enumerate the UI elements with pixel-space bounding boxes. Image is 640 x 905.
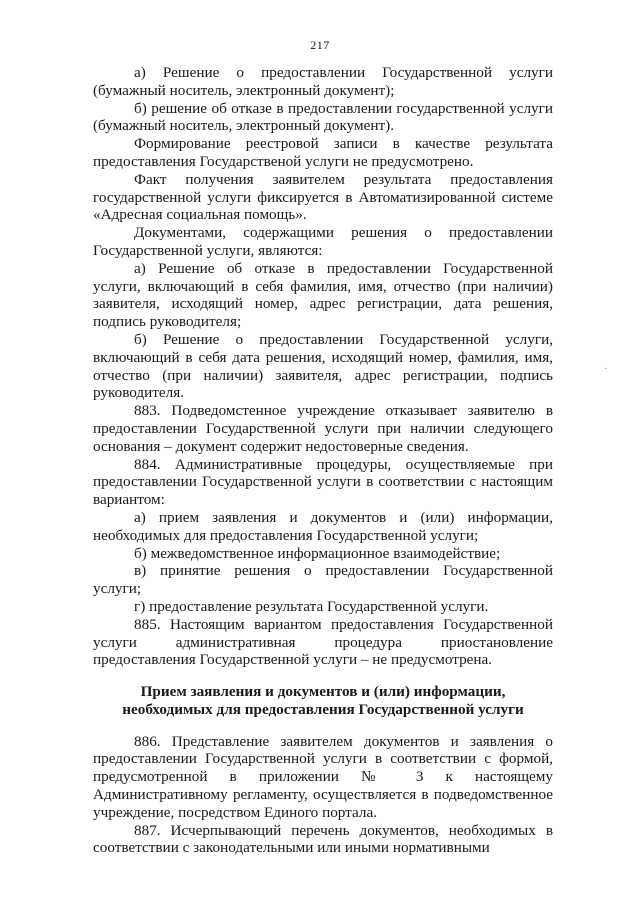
margin-mark: ·	[604, 364, 608, 375]
paragraph-refusal-decision: а) Решение об отказе в предоставлении Государственной услуги, включающий в себя фамилия, имя, отчество (при наличии) заявителя, исходящий номер, адрес регистрации, дата решения, подпись руководителя;	[93, 259, 553, 331]
paragraph-886: 886. Представление заявителем документов и заявления о предоставлении Государственной услуги в соответствии с формой, предусмотренной в приложении № 3 к настоящему Административному регламенту, осуществляется в подведомственное учреждение, посредством Единого портала.	[93, 732, 553, 821]
paragraph-registry-record: Формирование реестровой записи в качестве результата предоставления Государственой услуги не предусмотрено.	[93, 135, 553, 170]
paragraph-887: 887. Исчерпывающий перечень документов, необходимых в соответствии с законодательными или иными нормативными	[93, 821, 553, 857]
page-number: 217	[310, 38, 330, 52]
paragraph-result-a: а) Решение о предоставлении Государственной услуги (бумажный носитель, электронный документ);	[93, 64, 553, 99]
paragraph-grant-decision: б) Решение о предоставлении Государственной услуги, включающий в себя дата решения, исходящий номер, фамилия, имя, отчество (при наличии) заявителя, адрес регистрации, подпись руководителя.	[93, 330, 553, 402]
paragraph-result-b: б) решение об отказе в предоставлении государственной услуги (бумажный носитель, электронный документ).	[93, 99, 553, 135]
paragraph-884: 884. Административные процедуры, осуществляемые при предоставлении Государственной услуги в соответствии с настоящим вариантом:	[93, 455, 553, 509]
paragraph-fact-of-receipt: Факт получения заявителем результата предоставления государственной услуги фиксируется в Автоматизированной системе «Адресная социальная помощь».	[93, 170, 553, 224]
list-item-g: г) предоставление результата Государственной услуги.	[134, 597, 489, 615]
list-item-a: а) прием заявления и документов и (или) информации, необходимых для предоставления Государственной услуги;	[93, 508, 553, 544]
paragraph-decision-documents: Документами, содержащими решения о предоставлении Государственной услуги, являются:	[93, 224, 553, 259]
list-item-v: в) принятие решения о предоставлении Государственной услуги;	[93, 562, 553, 598]
paragraph-883: 883. Подведомстенное учреждение отказывает заявителю в предоставлении Государственной услуги при наличии следующего основания – документ содержит недостоверные сведения.	[93, 402, 553, 455]
section-heading-line-1: Прием заявления и документов и (или) информации,	[140, 683, 506, 701]
list-item-b: б) межведомственное информационное взаимодействие;	[134, 544, 501, 562]
document-body	[93, 64, 553, 857]
section-heading-line-2: необходимых для предоставления Государственной услуги	[122, 700, 524, 718]
paragraph-885: 885. Настоящим вариантом предоставления Государственной услуги административная процедура приостановление предоставления Государственной услуги – не предусмотрена.	[93, 615, 553, 669]
